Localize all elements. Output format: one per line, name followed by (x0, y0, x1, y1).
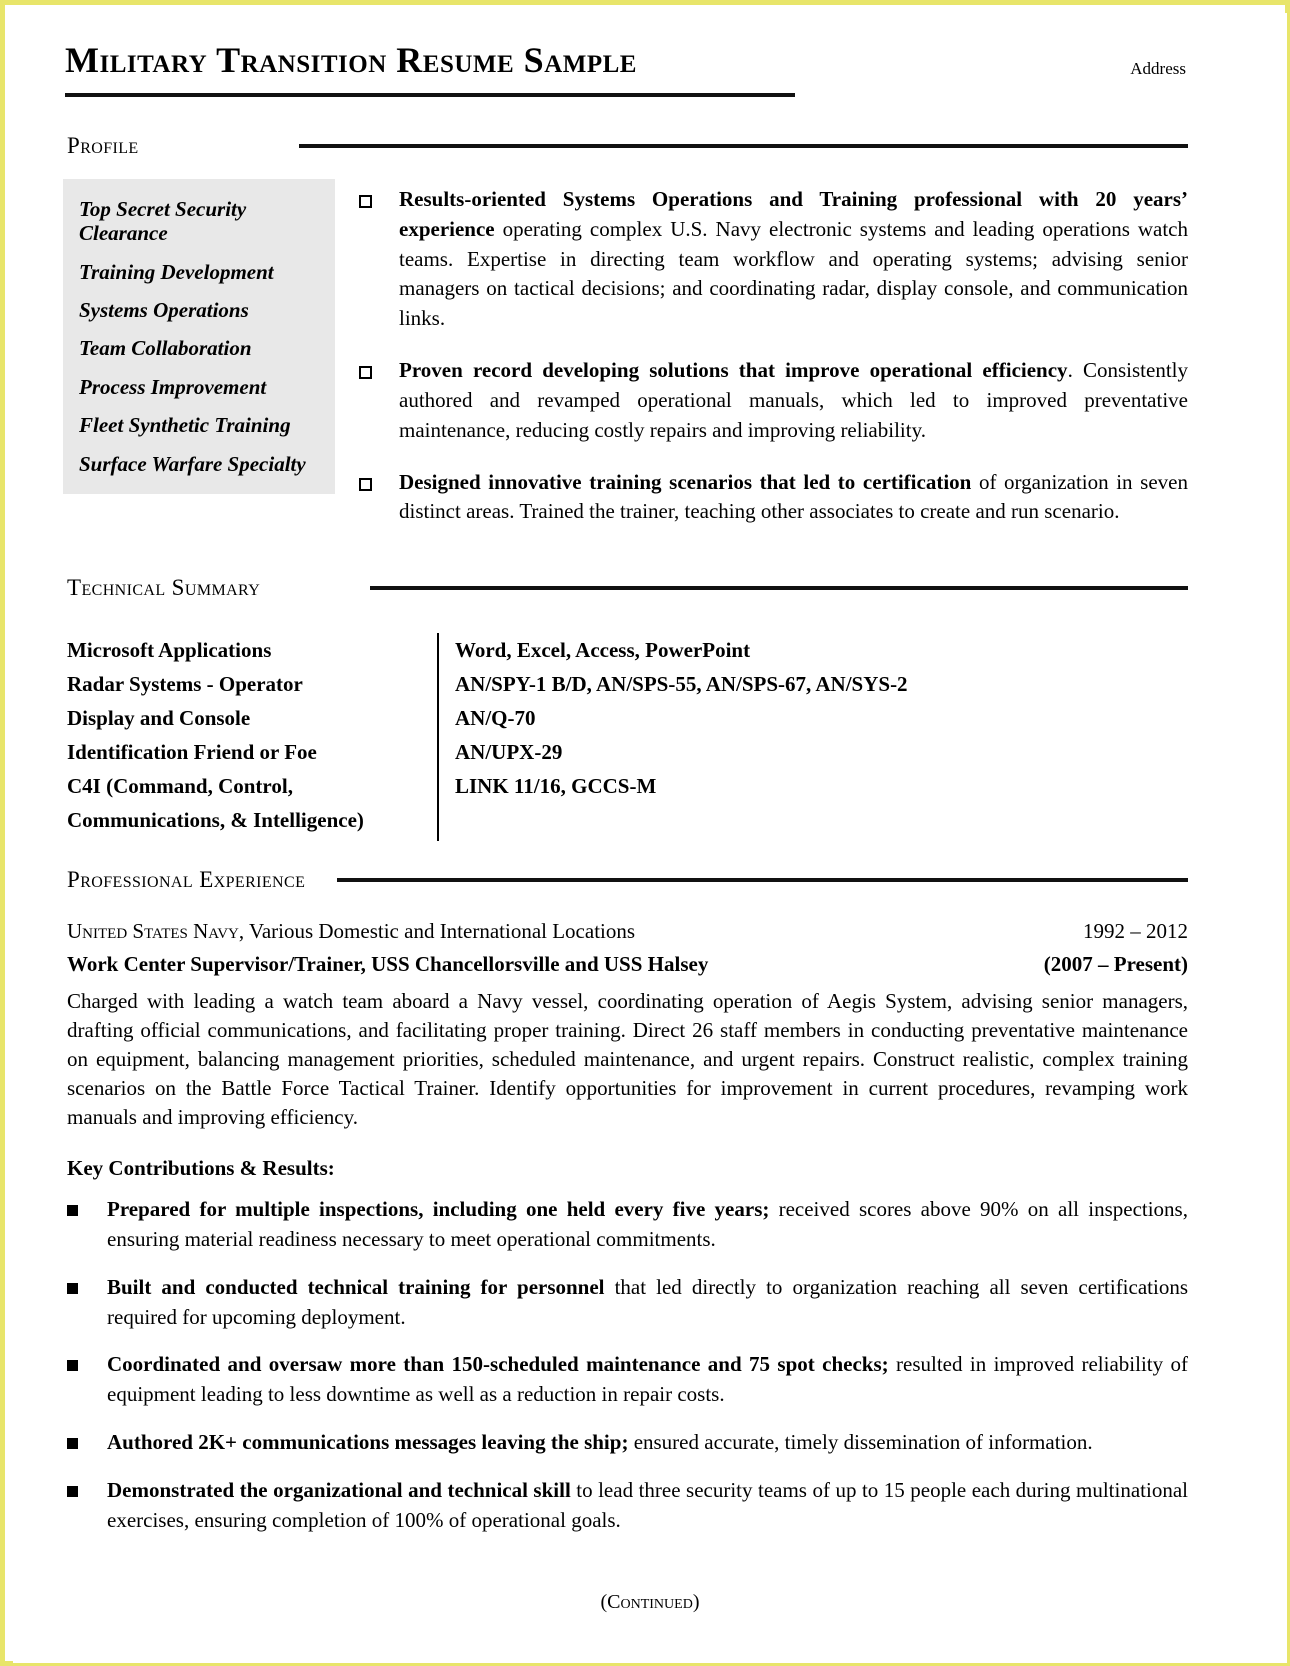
profile-bullet-lead: Results-oriented Systems Operations and Training professional with 20 years’ experience (399, 187, 1188, 241)
job-title-line (67, 952, 1188, 977)
profile-bullet (359, 468, 1188, 528)
filled-square-bullet-icon (67, 1195, 107, 1255)
section-divider-profile (299, 144, 1188, 148)
employer-name (67, 919, 635, 944)
tech-value: AN/UPX-29 (455, 740, 563, 765)
hollow-square-bullet-icon (359, 356, 399, 445)
filled-square-bullet-icon (67, 1273, 107, 1333)
list-item (67, 1273, 1188, 1333)
list-item (67, 1428, 1188, 1458)
contribution-text (107, 1273, 1188, 1333)
job-title: Work Center Supervisor/Trainer, USS Chancellorsville and USS Halsey (67, 952, 709, 977)
keyword-item: Surface Warfare Specialty (79, 451, 306, 476)
technical-summary-table (63, 633, 1188, 841)
hollow-square-bullet-icon (359, 468, 399, 528)
profile-bullet (359, 185, 1188, 334)
keyword-sidebar (63, 179, 335, 494)
profile-block (63, 179, 1188, 549)
section-divider-professional-experience (337, 878, 1188, 882)
profile-bullet-body: . Consistently authored and revamped operational manuals, which led to improved preventative maintenance, reducing costly repairs and improving reliability. (399, 358, 1189, 442)
resume-sheet (63, 35, 1188, 1553)
hollow-square-bullet-icon (359, 185, 399, 334)
keyword-item: Systems Operations (79, 298, 249, 323)
job-dates: (2007 – Present) (1043, 952, 1188, 977)
keyword-item: Top Secret Security Clearance (79, 197, 247, 246)
contribution-body: received scores above 90% on all inspections, ensuring material readiness necessary to meet operational commitments. (107, 1197, 1188, 1251)
job-summary: Charged with leading a watch team aboard a Navy vessel, coordinating operation of Aegis System, advising senior managers, drafting official communications, and facilitating proper training. Direct 26 staff members in conducting preventative maintenance on equipment, balancing management priorities, scheduled maintenance, and urgent repairs. Construct realistic, complex training scenarios on the Battle Force Tactical Trainer. Identify opportunities for improvement in current procedures, revamping work manuals and improving efficiency. (67, 989, 1188, 1130)
table-row (67, 701, 1188, 735)
contribution-text (107, 1195, 1188, 1255)
keyword-item: Team Collaboration (79, 336, 252, 361)
contribution-text (107, 1350, 1188, 1410)
contribution-lead: Coordinated and oversaw more than 150-scheduled maintenance and 75 spot checks; (107, 1352, 889, 1377)
contribution-body: that led directly to organization reaching all seven certifications required for upcoming deployment. (107, 1274, 1188, 1329)
section-header-technical-summary (63, 575, 1188, 601)
profile-bullet-text (399, 185, 1188, 334)
tech-value: Word, Excel, Access, PowerPoint (455, 638, 751, 663)
contribution-lead: Demonstrated the organizational and technical skill (107, 1477, 571, 1502)
contribution-body: resulted in improved reliability of equipment leading to less downtime as well as a reduction in repair costs. (107, 1352, 1188, 1407)
profile-bullet-text (399, 356, 1188, 445)
employer-line (67, 919, 1188, 944)
contribution-lead: Prepared for multiple inspections, including one held every five years; (107, 1197, 770, 1222)
page-title: Military Transition Resume Sample (65, 40, 637, 80)
profile-bullet-lead: Proven record developing solutions that improve operational efficiency (399, 358, 1068, 383)
section-title-technical-summary: Technical Summary (67, 575, 261, 601)
table-row (67, 769, 1188, 841)
masthead (63, 35, 1188, 107)
profile-bullet-body: of organization in seven distinct areas. Trained the trainer, teaching other associates to create and run scenario. (399, 469, 1188, 524)
contribution-lead: Authored 2K+ communications messages leaving the ship; (107, 1429, 629, 1454)
key-contributions-list (67, 1195, 1188, 1535)
tech-category: C4I (Command, Control, Communications, & Intelligence) (67, 769, 439, 841)
list-item (67, 1350, 1188, 1410)
keyword-item: Training Development (79, 259, 274, 284)
profile-bullet (359, 356, 1188, 445)
profile-bullet-text (399, 468, 1188, 528)
profile-bullet-list (335, 179, 1188, 549)
section-title-profile: Profile (67, 133, 139, 158)
table-row (67, 735, 1188, 769)
filled-square-bullet-icon (67, 1350, 107, 1410)
profile-bullet-lead: Designed innovative training scenarios that led to certification (399, 469, 972, 494)
contribution-text (107, 1428, 1188, 1458)
page-canvas (13, 13, 1287, 1663)
tech-category: Microsoft Applications (67, 633, 439, 667)
filled-square-bullet-icon (67, 1476, 107, 1536)
employer-caps: United States Navy (67, 919, 239, 944)
profile-bullet-body: operating complex U.S. Navy electronic systems and leading operations watch teams. Expertise in directing team workflow and operating systems; advising senior managers on tactical decisions; and coordinating radar, display console, and communication links. (399, 216, 1188, 331)
tech-value: LINK 11/16, GCCS-M (455, 774, 657, 799)
tech-category: Radar Systems - Operator (67, 667, 439, 701)
contribution-lead: Built and conducted technical training for personnel (107, 1274, 605, 1299)
masthead-divider (65, 93, 795, 97)
section-header-professional-experience (63, 867, 1188, 893)
list-item (67, 1476, 1188, 1536)
filled-square-bullet-icon (67, 1428, 107, 1458)
employer-locations: , Various Domestic and International Locations (238, 919, 636, 944)
section-title-professional-experience: Professional Experience (67, 867, 306, 893)
key-contributions-heading: Key Contributions & Results: (67, 1156, 335, 1181)
experience-entry (63, 919, 1188, 1535)
tech-value: AN/SPY-1 B/D, AN/SPS-55, AN/SPS-67, AN/SYS-2 (455, 672, 908, 697)
page-footer: (Continued) (600, 1591, 700, 1613)
tech-category: Identification Friend or Foe (67, 735, 439, 769)
section-header-profile (63, 133, 1188, 159)
employer-dates: 1992 – 2012 (1083, 919, 1188, 944)
contribution-body: to lead three security teams of up to 15 people each during multinational exercises, ensuring completion of 100% of operational goals. (107, 1477, 1188, 1532)
address-label: Address (1130, 59, 1186, 78)
table-row (67, 633, 1188, 667)
tech-value: AN/Q-70 (455, 706, 536, 731)
keyword-item: Fleet Synthetic Training (79, 413, 291, 438)
list-item (67, 1195, 1188, 1255)
contribution-body: ensured accurate, timely dissemination of information. (628, 1429, 1093, 1454)
tech-category: Display and Console (67, 701, 439, 735)
section-divider-technical-summary (370, 586, 1188, 590)
table-row (67, 667, 1188, 701)
keyword-item: Process Improvement (79, 374, 267, 399)
contribution-text (107, 1476, 1188, 1536)
